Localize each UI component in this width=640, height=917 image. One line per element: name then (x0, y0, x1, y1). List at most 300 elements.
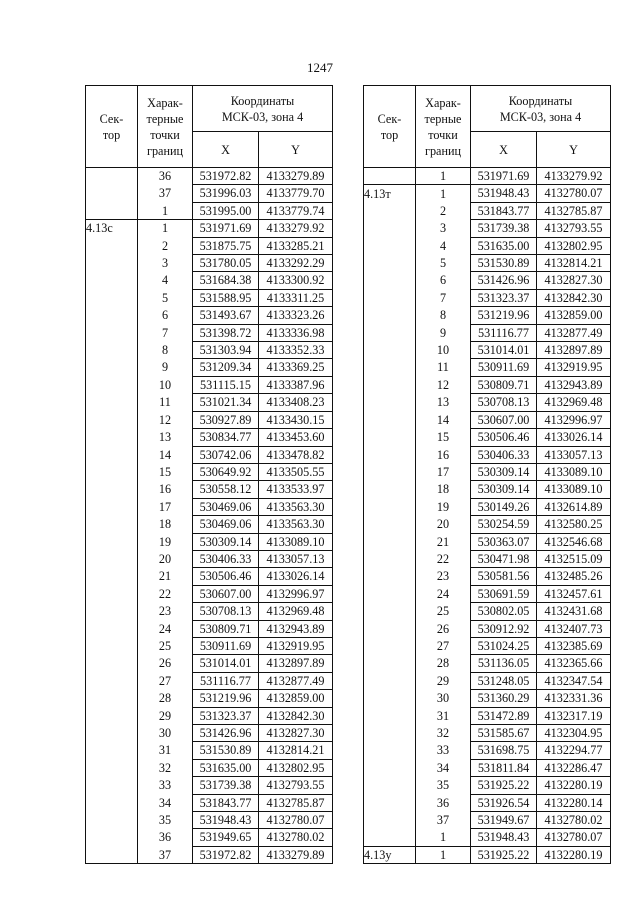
point-cell: 1 (416, 168, 471, 185)
y-coordinate-cell: 4133089.10 (259, 533, 333, 550)
point-cell: 7 (416, 289, 471, 306)
sector-cell (86, 237, 138, 254)
y-coordinate-cell: 4132877.49 (537, 324, 611, 341)
x-coordinate-cell: 531360.29 (471, 690, 537, 707)
table-row (86, 376, 333, 393)
table-row (86, 550, 333, 567)
table-row (86, 289, 333, 306)
table-row (86, 220, 333, 237)
sector-cell (364, 376, 416, 393)
point-cell: 9 (138, 359, 193, 376)
sector-cell (364, 463, 416, 480)
y-coordinate-cell: 4132614.89 (537, 498, 611, 515)
point-cell: 12 (416, 376, 471, 393)
y-coordinate-cell: 4132969.48 (537, 394, 611, 411)
table-row (364, 255, 611, 272)
point-cell: 22 (138, 585, 193, 602)
x-coordinate-cell: 531398.72 (193, 324, 259, 341)
point-cell: 37 (138, 185, 193, 202)
x-coordinate-cell: 531585.67 (471, 725, 537, 742)
table-row (364, 742, 611, 759)
x-coordinate-cell: 530742.06 (193, 446, 259, 463)
point-cell: 5 (416, 255, 471, 272)
table-row (364, 794, 611, 811)
point-cell: 20 (138, 550, 193, 567)
sector-cell (364, 255, 416, 272)
y-coordinate-cell: 4132331.36 (537, 690, 611, 707)
y-coordinate-cell: 4132827.30 (259, 725, 333, 742)
sector-cell (364, 324, 416, 341)
table-row (86, 568, 333, 585)
x-coordinate-cell: 530309.14 (471, 481, 537, 498)
point-cell: 13 (416, 394, 471, 411)
x-coordinate-cell: 530469.06 (193, 516, 259, 533)
point-cell: 36 (416, 794, 471, 811)
sector-cell (86, 690, 138, 707)
x-coordinate-cell: 531739.38 (471, 220, 537, 237)
x-coordinate-cell: 531530.89 (193, 742, 259, 759)
y-coordinate-cell: 4132780.07 (537, 829, 611, 846)
sector-cell (86, 411, 138, 428)
table-row (364, 637, 611, 654)
x-coordinate-cell: 530309.14 (193, 533, 259, 550)
point-cell: 2 (416, 202, 471, 219)
y-coordinate-cell: 4133279.92 (259, 220, 333, 237)
page-number: 1247 (307, 60, 333, 75)
table-row (364, 829, 611, 846)
sector-cell (364, 481, 416, 498)
y-coordinate-cell: 4132780.02 (259, 829, 333, 846)
point-cell: 18 (138, 516, 193, 533)
x-coordinate-cell: 530691.59 (471, 585, 537, 602)
coordinates-table-left (85, 85, 333, 864)
table-row (364, 272, 611, 289)
table-row (364, 342, 611, 359)
table-row (364, 725, 611, 742)
x-coordinate-cell: 531811.84 (471, 759, 537, 776)
table-row (86, 481, 333, 498)
x-coordinate-cell: 531996.03 (193, 185, 259, 202)
y-coordinate-cell: 4132943.89 (259, 620, 333, 637)
table-row (364, 568, 611, 585)
sector-cell (86, 637, 138, 654)
sector-cell (86, 794, 138, 811)
y-coordinate-cell: 4132280.19 (537, 777, 611, 794)
y-coordinate-cell: 4132304.95 (537, 725, 611, 742)
point-cell: 1 (138, 220, 193, 237)
y-coordinate-cell: 4132580.25 (537, 516, 611, 533)
point-cell: 4 (416, 237, 471, 254)
sector-cell (86, 550, 138, 567)
sector-cell (364, 742, 416, 759)
sector-cell (86, 777, 138, 794)
y-coordinate-cell: 4132897.89 (259, 655, 333, 672)
point-cell: 1 (138, 202, 193, 219)
table-row (86, 829, 333, 846)
x-coordinate-cell: 531948.43 (471, 829, 537, 846)
sector-cell (364, 516, 416, 533)
x-coordinate-cell: 530912.92 (471, 620, 537, 637)
table-row (364, 812, 611, 829)
y-coordinate-cell: 4132827.30 (537, 272, 611, 289)
sector-cell (86, 759, 138, 776)
sector-cell (364, 672, 416, 689)
y-coordinate-cell: 4132919.95 (537, 359, 611, 376)
x-coordinate-cell: 530911.69 (471, 359, 537, 376)
sector-cell (86, 272, 138, 289)
x-coordinate-cell: 530363.07 (471, 533, 537, 550)
point-cell: 31 (416, 707, 471, 724)
sector-cell (364, 812, 416, 829)
y-coordinate-cell: 4132780.07 (259, 812, 333, 829)
x-coordinate-cell: 531972.82 (193, 168, 259, 185)
y-coordinate-cell: 4132859.00 (259, 690, 333, 707)
header-y: Y (537, 132, 611, 168)
point-cell: 23 (138, 603, 193, 620)
point-cell: 36 (138, 168, 193, 185)
sector-cell (364, 707, 416, 724)
y-coordinate-cell: 4132294.77 (537, 742, 611, 759)
table-row (364, 516, 611, 533)
y-coordinate-cell: 4132943.89 (537, 376, 611, 393)
y-coordinate-cell: 4133408.23 (259, 394, 333, 411)
point-cell: 30 (138, 725, 193, 742)
x-coordinate-cell: 531949.67 (471, 812, 537, 829)
table-row (364, 777, 611, 794)
sector-cell (364, 568, 416, 585)
point-cell: 33 (416, 742, 471, 759)
table-row (364, 202, 611, 219)
x-coordinate-cell: 531995.00 (193, 202, 259, 219)
table-row (364, 289, 611, 306)
sector-cell (86, 342, 138, 359)
point-cell: 14 (416, 411, 471, 428)
table-row (86, 255, 333, 272)
point-cell: 21 (416, 533, 471, 550)
point-cell: 15 (416, 429, 471, 446)
point-cell: 37 (416, 812, 471, 829)
point-cell: 28 (138, 690, 193, 707)
x-coordinate-cell: 530149.26 (471, 498, 537, 515)
x-coordinate-cell: 530834.77 (193, 429, 259, 446)
x-coordinate-cell: 530607.00 (471, 411, 537, 428)
point-cell: 15 (138, 463, 193, 480)
x-coordinate-cell: 531698.75 (471, 742, 537, 759)
table-row (86, 185, 333, 202)
y-coordinate-cell: 4133563.30 (259, 498, 333, 515)
sector-cell (364, 829, 416, 846)
sector-cell (86, 498, 138, 515)
point-cell: 8 (416, 307, 471, 324)
table-row (364, 394, 611, 411)
coordinates-table-right (363, 85, 611, 864)
table-row (364, 550, 611, 567)
table-row (364, 655, 611, 672)
x-coordinate-cell: 530254.59 (471, 516, 537, 533)
table-row (86, 690, 333, 707)
point-cell: 3 (138, 255, 193, 272)
point-cell: 19 (416, 498, 471, 515)
sector-cell (86, 168, 138, 185)
x-coordinate-cell: 531588.95 (193, 289, 259, 306)
y-coordinate-cell: 4133336.98 (259, 324, 333, 341)
y-coordinate-cell: 4132785.87 (259, 794, 333, 811)
x-coordinate-cell: 531780.05 (193, 255, 259, 272)
point-cell: 26 (416, 620, 471, 637)
table-row (364, 585, 611, 602)
table-row (364, 307, 611, 324)
sector-cell (364, 237, 416, 254)
table-row (86, 272, 333, 289)
x-coordinate-cell: 531530.89 (471, 255, 537, 272)
y-coordinate-cell: 4133779.74 (259, 202, 333, 219)
point-cell: 25 (138, 637, 193, 654)
sector-cell (86, 533, 138, 550)
y-coordinate-cell: 4133311.25 (259, 289, 333, 306)
point-cell: 19 (138, 533, 193, 550)
table-row (86, 585, 333, 602)
x-coordinate-cell: 530809.71 (193, 620, 259, 637)
x-coordinate-cell: 531635.00 (193, 759, 259, 776)
table-row (364, 446, 611, 463)
table-row (86, 846, 333, 863)
point-cell: 36 (138, 829, 193, 846)
x-coordinate-cell: 531971.69 (193, 220, 259, 237)
y-coordinate-cell: 4132485.26 (537, 568, 611, 585)
point-cell: 32 (416, 725, 471, 742)
y-coordinate-cell: 4133279.92 (537, 168, 611, 185)
x-coordinate-cell: 530581.56 (471, 568, 537, 585)
point-cell: 27 (138, 672, 193, 689)
x-coordinate-cell: 531426.96 (471, 272, 537, 289)
sector-cell: 4.13c (86, 220, 138, 237)
y-coordinate-cell: 4133279.89 (259, 846, 333, 863)
sector-cell (86, 812, 138, 829)
x-coordinate-cell: 531971.69 (471, 168, 537, 185)
y-coordinate-cell: 4132802.95 (537, 237, 611, 254)
x-coordinate-cell: 531116.77 (471, 324, 537, 341)
x-coordinate-cell: 531426.96 (193, 725, 259, 742)
y-coordinate-cell: 4132969.48 (259, 603, 333, 620)
sector-cell (86, 672, 138, 689)
y-coordinate-cell: 4133505.55 (259, 463, 333, 480)
x-coordinate-cell: 530309.14 (471, 463, 537, 480)
sector-cell (364, 202, 416, 219)
sector-cell (364, 533, 416, 550)
point-cell: 25 (416, 603, 471, 620)
point-cell: 23 (416, 568, 471, 585)
sector-cell (364, 220, 416, 237)
x-coordinate-cell: 530809.71 (471, 376, 537, 393)
point-cell: 27 (416, 637, 471, 654)
point-cell: 16 (416, 446, 471, 463)
point-cell: 30 (416, 690, 471, 707)
point-cell: 17 (138, 498, 193, 515)
table-body-left (86, 168, 333, 864)
table-row (86, 742, 333, 759)
point-cell: 4 (138, 272, 193, 289)
x-coordinate-cell: 530802.05 (471, 603, 537, 620)
y-coordinate-cell: 4132897.89 (537, 342, 611, 359)
table-row (86, 202, 333, 219)
table-row (364, 429, 611, 446)
point-cell: 32 (138, 759, 193, 776)
x-coordinate-cell: 531248.05 (471, 672, 537, 689)
x-coordinate-cell: 531323.37 (193, 707, 259, 724)
sector-cell (86, 202, 138, 219)
table-row (364, 707, 611, 724)
header-coordinates: Координаты МСК-03, зона 4 (193, 86, 333, 132)
sector-cell (364, 446, 416, 463)
sector-cell (364, 394, 416, 411)
table-row (86, 707, 333, 724)
sector-cell (364, 620, 416, 637)
table-row (86, 725, 333, 742)
point-cell: 3 (416, 220, 471, 237)
y-coordinate-cell: 4132407.73 (537, 620, 611, 637)
x-coordinate-cell: 531014.01 (193, 655, 259, 672)
x-coordinate-cell: 530406.33 (193, 550, 259, 567)
y-coordinate-cell: 4132842.30 (259, 707, 333, 724)
x-coordinate-cell: 531219.96 (193, 690, 259, 707)
table-row (86, 394, 333, 411)
table-row (86, 603, 333, 620)
table-row (86, 168, 333, 185)
sector-cell (364, 359, 416, 376)
x-coordinate-cell: 531972.82 (193, 846, 259, 863)
point-cell: 1 (416, 829, 471, 846)
x-coordinate-cell: 531948.43 (193, 812, 259, 829)
sector-cell (86, 324, 138, 341)
y-coordinate-cell: 4133089.10 (537, 481, 611, 498)
point-cell: 22 (416, 550, 471, 567)
y-coordinate-cell: 4132802.95 (259, 759, 333, 776)
point-cell: 20 (416, 516, 471, 533)
y-coordinate-cell: 4133563.30 (259, 516, 333, 533)
y-coordinate-cell: 4133478.82 (259, 446, 333, 463)
point-cell: 34 (416, 759, 471, 776)
point-cell: 1 (416, 185, 471, 202)
y-coordinate-cell: 4132793.55 (259, 777, 333, 794)
x-coordinate-cell: 531024.25 (471, 637, 537, 654)
sector-cell (86, 603, 138, 620)
x-coordinate-cell: 530607.00 (193, 585, 259, 602)
point-cell: 35 (416, 777, 471, 794)
header-coordinates: Координаты МСК-03, зона 4 (471, 86, 611, 132)
sector-cell (364, 777, 416, 794)
table-row (364, 168, 611, 185)
y-coordinate-cell: 4132996.97 (259, 585, 333, 602)
table-row (86, 516, 333, 533)
point-cell: 21 (138, 568, 193, 585)
y-coordinate-cell: 4133279.89 (259, 168, 333, 185)
sector-cell (86, 255, 138, 272)
x-coordinate-cell: 531014.01 (471, 342, 537, 359)
x-coordinate-cell: 531323.37 (471, 289, 537, 306)
y-coordinate-cell: 4132280.19 (537, 846, 611, 863)
y-coordinate-cell: 4132515.09 (537, 550, 611, 567)
y-coordinate-cell: 4133323.26 (259, 307, 333, 324)
table-row (364, 498, 611, 515)
table-row (364, 759, 611, 776)
header-x: X (193, 132, 259, 168)
table-body-right (364, 168, 611, 864)
table-row (86, 812, 333, 829)
x-coordinate-cell: 531493.67 (193, 307, 259, 324)
sector-cell (364, 603, 416, 620)
point-cell: 29 (138, 707, 193, 724)
point-cell: 33 (138, 777, 193, 794)
point-cell: 10 (138, 376, 193, 393)
sector-cell (86, 429, 138, 446)
table-row (86, 794, 333, 811)
x-coordinate-cell: 531949.65 (193, 829, 259, 846)
table-row (86, 342, 333, 359)
table-row (86, 429, 333, 446)
y-coordinate-cell: 4132431.68 (537, 603, 611, 620)
y-coordinate-cell: 4132457.61 (537, 585, 611, 602)
table-row (86, 463, 333, 480)
table-row (364, 533, 611, 550)
y-coordinate-cell: 4132780.07 (537, 185, 611, 202)
point-cell: 17 (416, 463, 471, 480)
sector-cell (364, 759, 416, 776)
sector-cell (86, 185, 138, 202)
y-coordinate-cell: 4133292.29 (259, 255, 333, 272)
point-cell: 24 (416, 585, 471, 602)
x-coordinate-cell: 531115.15 (193, 376, 259, 393)
y-coordinate-cell: 4132793.55 (537, 220, 611, 237)
sector-cell: 4.13у (364, 846, 416, 863)
header-x: X (471, 132, 537, 168)
y-coordinate-cell: 4133300.92 (259, 272, 333, 289)
x-coordinate-cell: 531875.75 (193, 237, 259, 254)
point-cell: 18 (416, 481, 471, 498)
table-row (86, 533, 333, 550)
y-coordinate-cell: 4132785.87 (537, 202, 611, 219)
y-coordinate-cell: 4133026.14 (537, 429, 611, 446)
y-coordinate-cell: 4133285.21 (259, 237, 333, 254)
x-coordinate-cell: 530506.46 (471, 429, 537, 446)
point-cell: 10 (416, 342, 471, 359)
table-row (86, 324, 333, 341)
sector-cell (364, 342, 416, 359)
table-row (364, 481, 611, 498)
y-coordinate-cell: 4133453.60 (259, 429, 333, 446)
sector-cell (86, 394, 138, 411)
point-cell: 9 (416, 324, 471, 341)
point-cell: 26 (138, 655, 193, 672)
x-coordinate-cell: 530708.13 (193, 603, 259, 620)
x-coordinate-cell: 531739.38 (193, 777, 259, 794)
table-row (86, 498, 333, 515)
y-coordinate-cell: 4132347.54 (537, 672, 611, 689)
sector-cell (364, 429, 416, 446)
sector-cell (86, 585, 138, 602)
y-coordinate-cell: 4132996.97 (537, 411, 611, 428)
point-cell: 1 (416, 846, 471, 863)
x-coordinate-cell: 531472.89 (471, 707, 537, 724)
point-cell: 6 (138, 307, 193, 324)
x-coordinate-cell: 531926.54 (471, 794, 537, 811)
y-coordinate-cell: 4132365.66 (537, 655, 611, 672)
sector-cell (86, 655, 138, 672)
y-coordinate-cell: 4133533.97 (259, 481, 333, 498)
y-coordinate-cell: 4133369.25 (259, 359, 333, 376)
x-coordinate-cell: 530649.92 (193, 463, 259, 480)
sector-cell (86, 289, 138, 306)
sector-cell (86, 463, 138, 480)
